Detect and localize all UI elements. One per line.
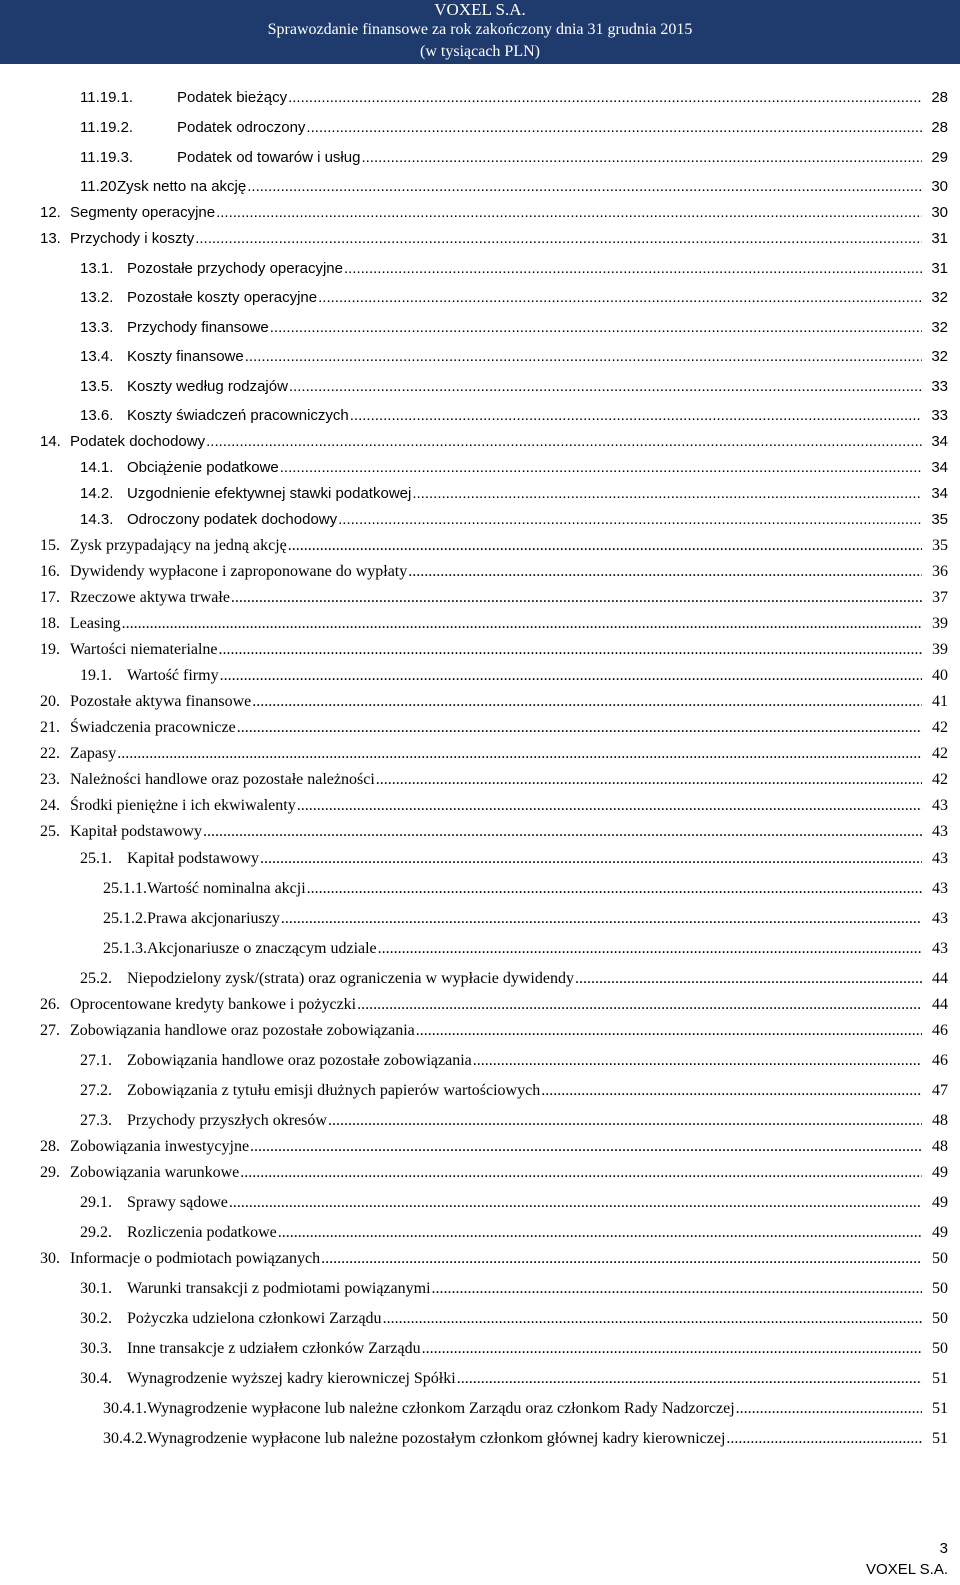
toc-entry-number: 25.1.2.: [103, 910, 147, 927]
toc-entry[interactable]: [0, 145, 960, 171]
toc-dot-leader: [338, 507, 922, 533]
toc-entry-number: 16.: [40, 563, 60, 580]
toc-entry-number: 30.4.: [80, 1370, 112, 1387]
toc-entry[interactable]: [0, 846, 960, 872]
toc-entry-title: Zapasy .....: [70, 741, 922, 767]
toc-entry-number: 30.1.: [80, 1280, 112, 1297]
toc-entry[interactable]: [0, 1190, 960, 1216]
toc-entry-page: 50: [932, 1280, 948, 1297]
toc-entry-title: Pozostałe koszty operacyjne .....: [127, 285, 922, 311]
toc-entry-page: 51: [932, 1400, 948, 1417]
toc-dot-leader: [412, 481, 922, 507]
toc-entry[interactable]: [0, 819, 960, 845]
toc-entry-page: 48: [932, 1138, 948, 1155]
toc-entry[interactable]: [0, 507, 960, 533]
toc-entry[interactable]: [0, 85, 960, 111]
toc-entry-page: 35: [931, 511, 948, 528]
toc-entry-page: 50: [932, 1340, 948, 1357]
toc-entry[interactable]: [0, 200, 960, 226]
toc-dot-leader: [122, 611, 922, 637]
toc-entry-number: 28.: [40, 1138, 60, 1155]
toc-dot-leader: [432, 1276, 922, 1302]
toc-entry[interactable]: [0, 585, 960, 611]
toc-entry-page: 51: [932, 1370, 948, 1387]
toc-entry-number: 11.20.: [80, 178, 121, 195]
toc-entry-title: Pozostałe przychody operacyjne .....: [127, 256, 922, 282]
toc-entry[interactable]: [0, 481, 960, 507]
toc-entry-page: 50: [932, 1250, 948, 1267]
toc-entry-page: 32: [931, 289, 948, 306]
toc-entry-page: 49: [932, 1164, 948, 1181]
toc-entry-title: Uzgodnienie efektywnej stawki podatkowej .....: [127, 481, 922, 507]
toc-entry-title: Wynagrodzenie wypłacone lub należne członkom Zarządu oraz członkom Rady Nadzorczej .....: [147, 1396, 922, 1422]
toc-entry-number: 17.: [40, 589, 60, 606]
toc-entry-number: 27.3.: [80, 1112, 112, 1129]
toc-entry-page: 46: [932, 1052, 948, 1069]
page-footer: [866, 1538, 948, 1580]
toc-entry-page: 30: [931, 178, 948, 195]
toc-entry-title: Inne transakcje z udziałem członków Zarządu .....: [127, 1336, 922, 1362]
toc-dot-leader: [575, 966, 922, 992]
toc-entry-title: Warunki transakcji z podmiotami powiązanymi .....: [127, 1276, 922, 1302]
toc-entry-number: 11.19.2.: [80, 119, 134, 136]
toc-entry[interactable]: [0, 1426, 960, 1452]
toc-entry-title: Podatek od towarów i usług .....: [177, 145, 922, 171]
toc-entry-number: 15.: [40, 537, 60, 554]
toc-entry[interactable]: [0, 966, 960, 992]
toc-entry-page: 32: [931, 348, 948, 365]
toc-entry-page: 34: [931, 433, 948, 450]
toc-entry-title: Leasing .....: [70, 611, 922, 637]
toc-entry-page: 40: [932, 667, 948, 684]
toc-dot-leader: [231, 585, 922, 611]
toc-dot-leader: [378, 936, 922, 962]
toc-dot-leader: [195, 226, 922, 252]
toc-dot-leader: [288, 85, 922, 111]
toc-dot-leader: [321, 1246, 922, 1272]
toc-entry-title: Podatek odroczony .....: [177, 115, 922, 141]
toc-entry-number: 19.: [40, 641, 60, 658]
toc-entry-number: 14.3.: [80, 511, 114, 528]
toc-dot-leader: [237, 715, 922, 741]
toc-entry-page: 44: [932, 970, 948, 987]
toc-entry[interactable]: [0, 429, 960, 455]
toc-entry-title: Wynagrodzenie wypłacone lub należne pozostałym członkom głównej kadry kierowniczej .....: [147, 1426, 922, 1452]
toc-entry-title: Podatek bieżący .....: [177, 85, 922, 111]
toc-dot-leader: [203, 819, 922, 845]
toc-entry[interactable]: [0, 1366, 960, 1392]
toc-entry-page: 33: [931, 407, 948, 424]
toc-entry-number: 30.4.1.: [103, 1400, 147, 1417]
toc-entry-number: 30.4.2.: [103, 1430, 147, 1447]
toc-entry[interactable]: [0, 715, 960, 741]
toc-entry-title: Akcjonariusze o znaczącym udziale .....: [147, 936, 922, 962]
toc-entry[interactable]: [0, 344, 960, 370]
toc-entry-page: 49: [932, 1194, 948, 1211]
toc-entry-number: 29.: [40, 1164, 60, 1181]
toc-entry-page: 29: [931, 149, 948, 166]
toc-entry-page: 48: [932, 1112, 948, 1129]
toc-entry[interactable]: [0, 1160, 960, 1186]
toc-entry[interactable]: [0, 1078, 960, 1104]
toc-entry-title: Pozostałe aktywa finansowe .....: [70, 689, 922, 715]
toc-entry-title: Rzeczowe aktywa trwałe .....: [70, 585, 922, 611]
toc-entry-title: Zobowiązania warunkowe .....: [70, 1160, 922, 1186]
toc-entry[interactable]: [0, 1276, 960, 1302]
toc-entry-page: 34: [931, 459, 948, 476]
toc-dot-leader: [416, 1018, 922, 1044]
toc-entry-page: 43: [932, 850, 948, 867]
toc-entry[interactable]: [0, 1018, 960, 1044]
toc-entry[interactable]: [0, 455, 960, 481]
toc-entry-title: Kapitał podstawowy .....: [127, 846, 922, 872]
toc-entry-title: Środki pieniężne i ich ekwiwalenty .....: [70, 793, 922, 819]
toc-entry-page: 32: [931, 319, 948, 336]
toc-entry-title: Odroczony podatek dochodowy .....: [127, 507, 922, 533]
toc-entry-title: Kapitał podstawowy .....: [70, 819, 922, 845]
toc-entry-number: 30.: [40, 1250, 60, 1267]
toc-entry-number: 13.: [40, 230, 61, 247]
toc-entry-number: 13.2.: [80, 289, 114, 306]
toc-entry-number: 12.: [40, 204, 61, 221]
toc-dot-leader: [288, 533, 922, 559]
toc-entry-page: 36: [932, 563, 948, 580]
toc-entry[interactable]: [0, 1220, 960, 1246]
toc-entry-title: Segmenty operacyjne .....: [70, 200, 922, 226]
toc-entry-title: Zysk przypadający na jedną akcję .....: [70, 533, 922, 559]
toc-entry-title: Sprawy sądowe .....: [127, 1190, 922, 1216]
toc-entry-title: Informacje o podmiotach powiązanych .....: [70, 1246, 922, 1272]
toc-dot-leader: [408, 559, 922, 585]
toc-entry-number: 29.1.: [80, 1194, 112, 1211]
toc-entry-number: 27.: [40, 1022, 60, 1039]
toc-entry-title: Zobowiązania handlowe oraz pozostałe zobowiązania .....: [127, 1048, 922, 1074]
toc-entry-page: 47: [932, 1082, 948, 1099]
toc-entry[interactable]: [0, 876, 960, 902]
toc-entry[interactable]: [0, 793, 960, 819]
toc-entry-title: Rozliczenia podatkowe .....: [127, 1220, 922, 1246]
toc-dot-leader: [307, 876, 922, 902]
toc-entry[interactable]: [0, 174, 960, 200]
toc-entry-title: Zysk netto na akcję .....: [117, 174, 922, 200]
report-title: Sprawozdanie finansowe za rok zakończony dnia 31 grudnia 2015: [267, 21, 693, 38]
toc-entry[interactable]: [0, 315, 960, 341]
toc-entry-number: 14.: [40, 433, 61, 450]
toc-entry-page: 28: [931, 89, 948, 106]
toc-entry-page: 31: [931, 230, 948, 247]
toc-entry-title: Zobowiązania handlowe oraz pozostałe zobowiązania .....: [70, 1018, 922, 1044]
toc-dot-leader: [252, 689, 922, 715]
toc-dot-leader: [736, 1396, 922, 1422]
toc-dot-leader: [344, 256, 922, 282]
toc-dot-leader: [306, 115, 922, 141]
page-number: 3: [939, 1540, 948, 1557]
toc-entry[interactable]: [0, 285, 960, 311]
toc-entry-title: Oprocentowane kredyty bankowe i pożyczki .....: [70, 992, 922, 1018]
toc-entry[interactable]: [0, 1108, 960, 1134]
toc-entry[interactable]: [0, 256, 960, 282]
toc-entry[interactable]: [0, 637, 960, 663]
toc-entry[interactable]: [0, 115, 960, 141]
toc-entry-title: Wartość firmy .....: [127, 663, 922, 689]
toc-entry-page: 42: [932, 771, 948, 788]
toc-entry-number: 23.: [40, 771, 60, 788]
toc-entry-number: 25.1.: [80, 850, 112, 867]
toc-entry-page: 42: [932, 719, 948, 736]
toc-entry-page: 33: [931, 378, 948, 395]
toc-entry-number: 19.1.: [80, 667, 112, 684]
toc-entry-page: 43: [932, 880, 948, 897]
toc-entry-title: Wartość nominalna akcji .....: [147, 876, 922, 902]
toc-dot-leader: [260, 846, 922, 872]
toc-entry-page: 30: [931, 204, 948, 221]
toc-entry-title: Przychody i koszty .....: [70, 226, 922, 252]
toc-dot-leader: [229, 1190, 922, 1216]
toc-entry[interactable]: [0, 403, 960, 429]
toc-entry[interactable]: [0, 1246, 960, 1272]
toc-entry[interactable]: [0, 374, 960, 400]
toc-entry-title: Zobowiązania z tytułu emisji dłużnych papierów wartościowych .....: [127, 1078, 922, 1104]
toc-entry-number: 13.5.: [80, 378, 114, 395]
toc-entry-number: 27.2.: [80, 1082, 112, 1099]
toc-dot-leader: [280, 455, 922, 481]
toc-dot-leader: [361, 145, 922, 171]
toc-entry-number: 24.: [40, 797, 60, 814]
toc-entry-number: 25.: [40, 823, 60, 840]
toc-dot-leader: [245, 344, 922, 370]
toc-entry-number: 18.: [40, 615, 60, 632]
toc-entry[interactable]: [0, 1396, 960, 1422]
toc-dot-leader: [270, 315, 922, 341]
toc-entry-title: Przychody przyszłych okresów .....: [127, 1108, 922, 1134]
toc-dot-leader: [117, 741, 922, 767]
toc-entry[interactable]: [0, 226, 960, 252]
toc-entry-number: 25.1.3.: [103, 940, 147, 957]
toc-dot-leader: [473, 1048, 922, 1074]
toc-entry-title: Niepodzielony zysk/(strata) oraz ograniczenia w wypłacie dywidendy .....: [127, 966, 922, 992]
toc-entry-number: 13.4.: [80, 348, 114, 365]
toc-entry[interactable]: [0, 559, 960, 585]
toc-entry-title: Koszty świadczeń pracowniczych .....: [127, 403, 922, 429]
toc-entry-number: 27.1.: [80, 1052, 112, 1069]
toc-entry-number: 25.2.: [80, 970, 112, 987]
toc-entry-title: Pożyczka udzielona członkowi Zarządu .....: [127, 1306, 922, 1332]
toc-entry-number: 13.3.: [80, 319, 114, 336]
toc-entry-page: 49: [932, 1224, 948, 1241]
toc-entry-title: Koszty według rodzajów .....: [127, 374, 922, 400]
toc-entry-page: 43: [932, 823, 948, 840]
toc-dot-leader: [281, 906, 922, 932]
toc-entry-page: 50: [932, 1310, 948, 1327]
toc-entry-number: 11.19.3.: [80, 149, 134, 166]
toc-entry[interactable]: [0, 1134, 960, 1160]
toc-entry-page: 34: [931, 485, 948, 502]
toc-dot-leader: [328, 1108, 922, 1134]
toc-entry-number: 14.1.: [80, 459, 114, 476]
footer-company: VOXEL S.A.: [866, 1561, 948, 1578]
toc-entry-number: 14.2.: [80, 485, 114, 502]
toc-entry-title: Zobowiązania inwestycyjne .....: [70, 1134, 922, 1160]
toc-entry-number: 30.3.: [80, 1340, 112, 1357]
toc-entry-number: 20.: [40, 693, 60, 710]
toc-entry-page: 46: [932, 1022, 948, 1039]
toc-entry-page: 51: [932, 1430, 948, 1447]
toc-entry[interactable]: [0, 689, 960, 715]
toc-entry-page: 43: [932, 940, 948, 957]
toc-entry[interactable]: [0, 1336, 960, 1362]
toc-dot-leader: [457, 1366, 922, 1392]
toc-entry-page: 42: [932, 745, 948, 762]
toc-dot-leader: [726, 1426, 922, 1452]
toc-dot-leader: [297, 793, 922, 819]
toc-entry-number: 21.: [40, 719, 60, 736]
toc-entry-title: Wynagrodzenie wyższej kadry kierowniczej Spółki .....: [127, 1366, 922, 1392]
toc-dot-leader: [422, 1336, 922, 1362]
toc-dot-leader: [383, 1306, 922, 1332]
toc-dot-leader: [350, 403, 922, 429]
toc-entry-page: 39: [932, 641, 948, 658]
toc-entry-title: Świadczenia pracownicze .....: [70, 715, 922, 741]
toc-entry-page: 44: [932, 996, 948, 1013]
toc-entry-title: Podatek dochodowy .....: [70, 429, 922, 455]
toc-entry-number: 13.6.: [80, 407, 114, 424]
toc-entry-number: 25.1.1.: [103, 880, 147, 897]
toc-entry[interactable]: [0, 741, 960, 767]
toc-entry[interactable]: [0, 1048, 960, 1074]
toc-entry-page: 43: [932, 797, 948, 814]
toc-entry[interactable]: [0, 533, 960, 559]
page-header: [0, 0, 960, 64]
toc-entry-number: 11.19.1.: [80, 89, 134, 106]
toc-entry[interactable]: [0, 611, 960, 637]
company-name: VOXEL S.A.: [434, 0, 526, 19]
toc-entry-number: 22.: [40, 745, 60, 762]
toc-dot-leader: [541, 1078, 922, 1104]
toc-dot-leader: [240, 1160, 922, 1186]
toc-entry-title: Koszty finansowe .....: [127, 344, 922, 370]
toc-entry-page: 28: [931, 119, 948, 136]
toc-entry[interactable]: [0, 936, 960, 962]
toc-entry-page: 31: [931, 260, 948, 277]
toc-dot-leader: [216, 200, 922, 226]
toc-entry[interactable]: [0, 992, 960, 1018]
toc-entry-number: 29.2.: [80, 1224, 112, 1241]
toc-entry-title: Przychody finansowe .....: [127, 315, 922, 341]
toc-dot-leader: [206, 429, 922, 455]
toc-entry-title: Obciążenie podatkowe .....: [127, 455, 922, 481]
toc-dot-leader: [220, 663, 922, 689]
toc-entry-page: 41: [932, 693, 948, 710]
toc-entry-title: Dywidendy wypłacone i zaproponowane do wypłaty .....: [70, 559, 922, 585]
toc-dot-leader: [318, 285, 922, 311]
toc-entry-title: Prawa akcjonariuszy .....: [147, 906, 922, 932]
toc-dot-leader: [289, 374, 922, 400]
toc-entry-title: Należności handlowe oraz pozostałe należności .....: [70, 767, 922, 793]
toc-dot-leader: [247, 174, 922, 200]
toc-entry[interactable]: [0, 767, 960, 793]
toc-entry-page: 37: [932, 589, 948, 606]
toc-entry[interactable]: [0, 1306, 960, 1332]
toc-entry-number: 30.2.: [80, 1310, 112, 1327]
toc-dot-leader: [376, 767, 922, 793]
toc-dot-leader: [278, 1220, 922, 1246]
toc-entry-page: 39: [932, 615, 948, 632]
toc-entry-number: 13.1.: [80, 260, 114, 277]
toc-entry[interactable]: [0, 663, 960, 689]
report-units: (w tysiącach PLN): [420, 43, 540, 60]
toc-dot-leader: [219, 637, 922, 663]
toc-dot-leader: [357, 992, 922, 1018]
toc-dot-leader: [250, 1134, 922, 1160]
toc-entry[interactable]: [0, 906, 960, 932]
toc-entry-page: 35: [932, 537, 948, 554]
toc-entry-page: 43: [932, 910, 948, 927]
toc-entry-number: 26.: [40, 996, 60, 1013]
toc-entry-title: Wartości niematerialne .....: [70, 637, 922, 663]
